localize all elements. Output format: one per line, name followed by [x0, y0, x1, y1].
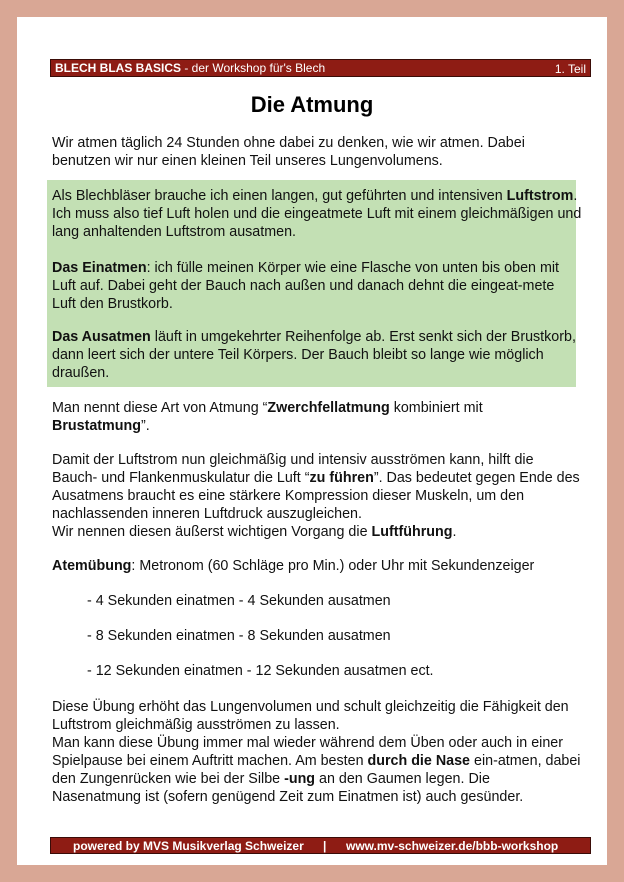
paragraph-uebung-nutzen	[52, 698, 582, 806]
text-span: Damit der Luftstrom nun gleichmäßig und intensiv ausströmen kann, hilft die Bauch- und Flankenmuskulatur die Luft “	[52, 452, 534, 486]
bold-brustatmung: Brustatmung	[52, 418, 141, 434]
paragraph-einatmen	[52, 259, 582, 313]
text-span: ein-atmen, dabei den Zungenrücken wie bei der Silbe	[52, 753, 581, 787]
bold-zwerchfellatmung: Zwerchfellatmung	[267, 400, 390, 416]
header-title	[55, 61, 325, 75]
text-span: Als Blechbläser brauche ich einen langen, gut geführten und intensiven	[52, 188, 507, 204]
bold-einatmen: Das Einatmen	[52, 260, 147, 276]
exercise-item-3: - 12 Sekunden einatmen - 12 Sekunden ausatmen ect.	[87, 663, 434, 679]
paragraph-ausatmen	[52, 328, 582, 382]
header-bar	[50, 59, 591, 77]
text-span: Man kann diese Übung immer mal wieder während dem Üben oder auch in einer Spielpause bei einem Auftritt machen. Am besten	[52, 735, 563, 769]
exercise-item-2: - 8 Sekunden einatmen - 8 Sekunden ausatmen	[87, 628, 391, 644]
text-span: Man nennt diese Art von Atmung “	[52, 400, 268, 416]
header-subtitle: - der Workshop für's Blech	[181, 61, 326, 75]
bold-ausatmen: Das Ausatmen	[52, 329, 151, 345]
footer-website-link[interactable]: www.mv-schweizer.de/bbb-workshop	[346, 839, 559, 853]
text-span: Wir nennen diesen äußerst wichtigen Vorgang die	[52, 524, 372, 540]
footer-bar	[50, 837, 591, 854]
bold-luftstrom: Luftstrom	[506, 188, 574, 204]
text-span: Diese Übung erhöht das Lungenvolumen und schult gleichzeitig die Fähigkeit den Luftstrom gleichmäßig ausströmen zu lassen.	[52, 699, 569, 733]
paragraph-atmungsart	[52, 399, 582, 435]
footer-separator: |	[323, 839, 327, 853]
bold-durch-die-nase: durch die Nase	[367, 753, 471, 769]
document-page	[17, 17, 607, 865]
text-span: an den Gaumen legen. Die Nasenatmung ist (sofern genügend Zeit zum Einatmen ist) auch gesünder.	[52, 771, 524, 805]
header-brand: BLECH BLAS BASICS	[55, 61, 182, 75]
text-span: ”. Das bedeutet gegen Ende des Ausatmens braucht es eine stärkere Kompression dieser Muskeln, um den nachlassenden inneren Luftdruck auszugleichen.	[52, 470, 580, 522]
text-span: : ich fülle meinen Körper wie eine Flasche von unten bis oben mit Luft auf. Dabei geht der Bauch nach außen und danach dehnt die eingeat-mete Luft den Brustkorb.	[52, 260, 560, 312]
intro-paragraph: Wir atmen täglich 24 Stunden ohne dabei zu denken, wie wir atmen. Dabei benutzen wir nur einen kleinen Teil unseres Lungenvolumens.	[52, 135, 525, 169]
paragraph-luftfuehrung	[52, 451, 582, 541]
text-span: : Metronom (60 Schläge pro Min.) oder Uhr mit Sekundenzeiger	[131, 558, 535, 574]
text-span: kombiniert mit	[389, 400, 483, 416]
bold-ung: -ung	[284, 771, 316, 787]
bold-luftfuehrung: Luftführung	[371, 524, 453, 540]
paragraph-atemuebung	[52, 557, 582, 575]
text-span: ”.	[140, 418, 150, 434]
bold-atemuebung: Atemübung	[52, 558, 132, 574]
bold-zu-fuehren: zu führen	[309, 470, 374, 486]
text-span: .	[452, 524, 457, 540]
exercise-item-1: - 4 Sekunden einatmen - 4 Sekunden ausatmen	[87, 593, 391, 609]
text-span: läuft in umgekehrter Reihenfolge ab. Erst senkt sich der Brustkorb, dann leert sich der untere Teil Körpers. Der Bauch bleibt so lange wie möglich draußen.	[52, 329, 576, 381]
page-title: Die Atmung	[250, 92, 374, 117]
footer-publisher: powered by MVS Musikverlag Schweizer	[73, 839, 304, 853]
text-span: . Ich muss also tief Luft holen und die eingeatmete Luft mit einem gleichmäßigen und lang anhaltenden Luftstrom ausatmen.	[52, 188, 582, 240]
header-part: 1. Teil	[554, 62, 586, 76]
paragraph-luftstrom	[52, 187, 582, 241]
